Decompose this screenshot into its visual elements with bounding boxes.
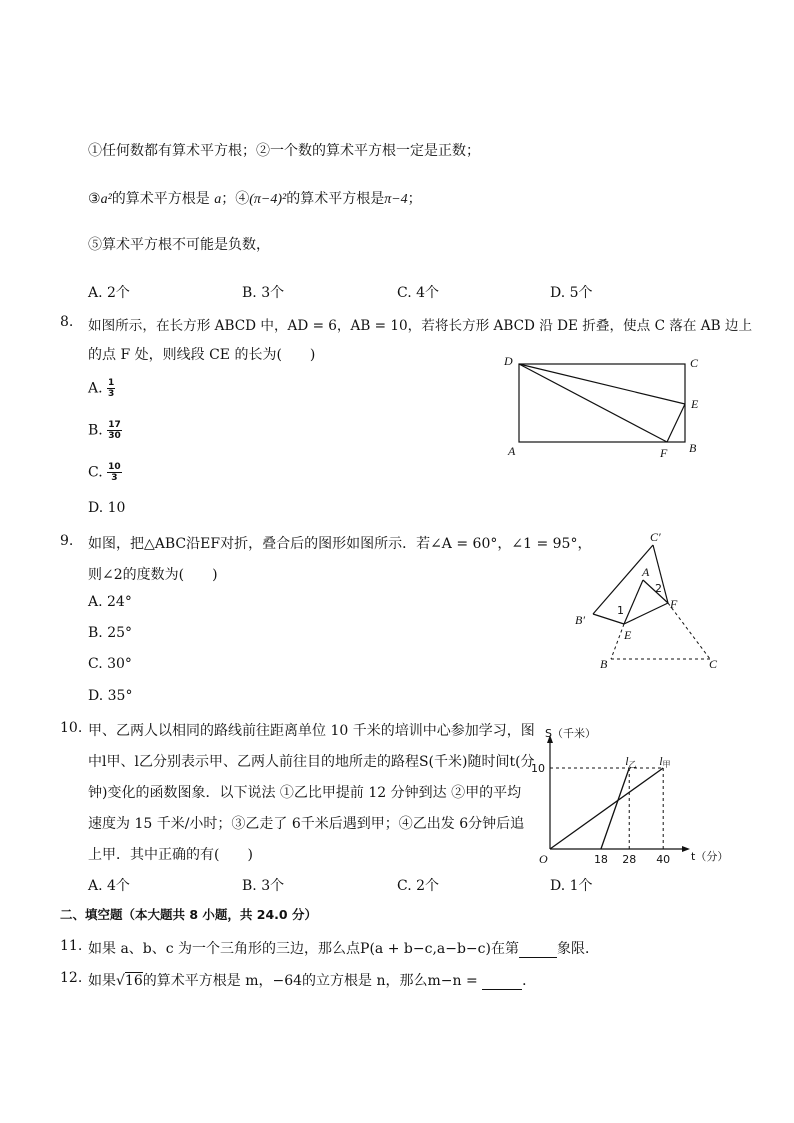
label-e: E	[624, 628, 632, 642]
denominator: 30	[108, 431, 121, 441]
q7-math: π−4	[384, 192, 408, 207]
x-tick-label-18: 18	[593, 853, 608, 866]
q10-stem-line4: 速度为 15 千米/小时；③乙走了 6千米后遇到甲；④乙出发 6分钟后追	[88, 816, 525, 832]
denominator: 3	[108, 389, 115, 399]
x-tick-label-28: 28	[622, 853, 637, 866]
q8-stem-line1: 如图所示，在长方形 ABCD 中，AD = 6，AB = 10，若将长方形 ABCD 沿 DE 折叠，使点 C 落在 AB 边上	[88, 318, 753, 334]
q9-option-b[interactable]: B. 25°	[88, 625, 133, 641]
label-e: E	[691, 397, 699, 411]
q10-number: 10.	[60, 720, 83, 736]
label-f: F	[670, 597, 678, 611]
q7-statement-line3: ⑤算术平方根不可能是负数，	[88, 237, 270, 253]
option-label: D.	[88, 500, 104, 516]
option-label: B.	[88, 422, 103, 439]
label-a: A	[508, 444, 516, 458]
q7-option-b[interactable]: B. 3个	[242, 285, 285, 301]
q10-option-b[interactable]: B. 3个	[242, 878, 285, 894]
q7-statement-line1: ①任何数都有算术平方根；②一个数的算术平方根一定是正数；	[88, 143, 480, 159]
label-b-prime: B′	[575, 613, 585, 627]
y-axis-label: S（千米）	[545, 727, 596, 740]
label-c-prime: C′	[650, 530, 661, 544]
q9-option-d[interactable]: D. 35°	[88, 688, 133, 704]
q7-part: 的算术平方根是	[286, 191, 385, 207]
label-angle-1: 1	[617, 604, 624, 617]
q7-option-d[interactable]: D. 5个	[550, 285, 593, 301]
q7-option-a[interactable]: A. 2个	[88, 285, 130, 301]
q7-math: (π−4)²	[249, 192, 287, 207]
origin-label: O	[539, 852, 548, 866]
q9-stem-line1: 如图，把△ABC沿EF对折，叠合后的图形如图所示．若∠A = 60°，∠1 = 95°，	[88, 536, 592, 552]
option-value: 10	[107, 500, 126, 516]
label-angle-2: 2	[655, 582, 662, 595]
q12-text: 如果	[88, 973, 116, 989]
option-label: A.	[88, 380, 103, 397]
q11-answer-blank[interactable]	[519, 941, 557, 958]
x-axis-arrow	[682, 846, 690, 852]
q12-sqrt-value: 16	[124, 973, 143, 989]
series-label-jia: l甲	[659, 754, 671, 769]
q10-stem-line3: 钟)变化的函数图象．以下说法 ①乙比甲提前 12 分钟到达 ②甲的平均	[88, 785, 522, 801]
q10-option-d[interactable]: D. 1个	[550, 878, 593, 894]
q12-answer-blank[interactable]	[482, 973, 522, 990]
label-f: F	[660, 446, 668, 460]
q7-part: ；	[407, 191, 422, 207]
label-c: C	[690, 356, 699, 370]
q12-number: 12.	[60, 970, 83, 986]
q9-option-a[interactable]: A. 24°	[88, 594, 132, 610]
q12-text: 的算术平方根是 m，−64的立方根是 n，那么m−n =	[142, 973, 478, 989]
label-c: C	[709, 657, 718, 671]
label-b: B	[600, 657, 608, 671]
q10-stem-line1: 甲、乙两人以相同的路线前往距离单位 10 千米的培训中心参加学习，图	[88, 723, 535, 739]
numerator: 10	[108, 462, 121, 472]
x-axis-label: t（分）	[691, 850, 729, 863]
q11-number: 11.	[60, 938, 83, 954]
q10-stem-line2: 中l甲、l乙分别表示甲、乙两人前往目的地所走的路程S(千米)随时间t(分	[88, 754, 535, 770]
q7-math: a	[214, 192, 222, 207]
series-label-yi: l乙	[625, 754, 637, 769]
numerator: 17	[108, 420, 121, 430]
q12-stem	[88, 970, 536, 990]
numerator: 1	[108, 378, 115, 388]
q11-text: 象限．	[556, 941, 599, 957]
q11-stem	[88, 938, 599, 958]
y-tick-label-10: 10	[531, 762, 545, 775]
q10-stem-line5: 上甲．其中正确的有( )	[88, 847, 253, 863]
x-tick-label-40: 40	[656, 853, 671, 866]
q7-part: ③	[88, 191, 101, 207]
q12-text: ．	[522, 973, 537, 989]
q9-option-c[interactable]: C. 30°	[88, 656, 132, 672]
denominator: 3	[111, 473, 118, 483]
q8-stem-line2: 的点 F 处，则线段 CE 的长为( )	[88, 347, 316, 363]
section-2-title: 二、填空题（本大题共 8 小题，共 24.0 分）	[60, 907, 317, 922]
series-line-yi	[601, 768, 629, 849]
sqrt-sign-icon: √	[116, 973, 125, 989]
label-b: B	[689, 441, 697, 455]
q7-part: ；④	[221, 191, 250, 207]
option-label: C.	[88, 464, 103, 481]
label-a: A	[642, 565, 650, 579]
label-d: D	[504, 354, 513, 368]
q9-number: 9.	[60, 533, 74, 549]
q9-stem-line2: 则∠2的度数为( )	[88, 567, 218, 583]
q7-math: a²	[100, 192, 112, 207]
q7-option-c[interactable]: C. 4个	[397, 285, 440, 301]
q10-option-c[interactable]: C. 2个	[397, 878, 440, 894]
q8-number: 8.	[60, 314, 74, 330]
q7-part: 的算术平方根是	[111, 191, 210, 207]
q11-text: 如果 a、b、c 为一个三角形的三边，那么点P(a + b−c,a−b−c)在第	[88, 941, 519, 957]
series-line-jia	[550, 768, 663, 849]
q10-option-a[interactable]: A. 4个	[88, 878, 130, 894]
